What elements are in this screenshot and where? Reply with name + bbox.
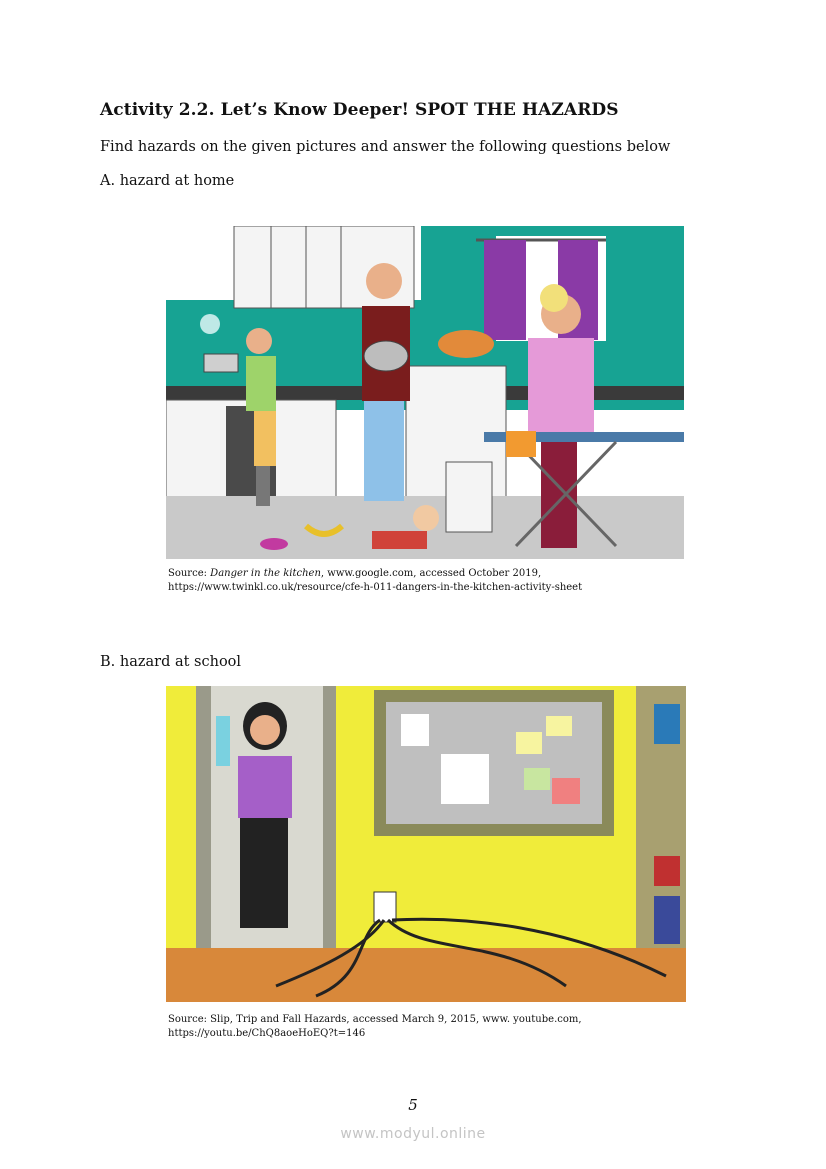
source-citation-a: Source: Danger in the kitchen, www.google.com, accessed October 2019, https://www.twinkl.co.uk/resource/cfe-h-011-dangers-in-the-kitchen-activity-sheet <box>168 568 583 593</box>
kitchen-hazards-illustration <box>166 226 684 559</box>
source-citation-b: Source: Slip, Trip and Fall Hazards, accessed March 9, 2015, www. youtube.com, https://youtu.be/ChQ8aoeHoEQ?t=146 <box>168 1014 582 1039</box>
page-number: 5 <box>408 1096 418 1114</box>
source-url-a[interactable]: https://www.twinkl.co.uk/resource/cfe-h-011-dangers-in-the-kitchen-activity-sheet <box>168 582 583 593</box>
source-url-b[interactable]: https://youtu.be/ChQ8aoeHoEQ?t=146 <box>168 1028 366 1039</box>
section-b-label: B. hazard at school <box>100 654 242 670</box>
watermark: www.modyul.online <box>340 1126 486 1142</box>
activity-title: Activity 2.2. Let’s Know Deeper! SPOT THE HAZARDS <box>100 100 619 120</box>
section-a-label: A. hazard at home <box>100 173 235 189</box>
classroom-cable-hazard-illustration <box>166 686 686 1002</box>
instruction-text: Find hazards on the given pictures and answer the following questions below <box>100 139 671 155</box>
